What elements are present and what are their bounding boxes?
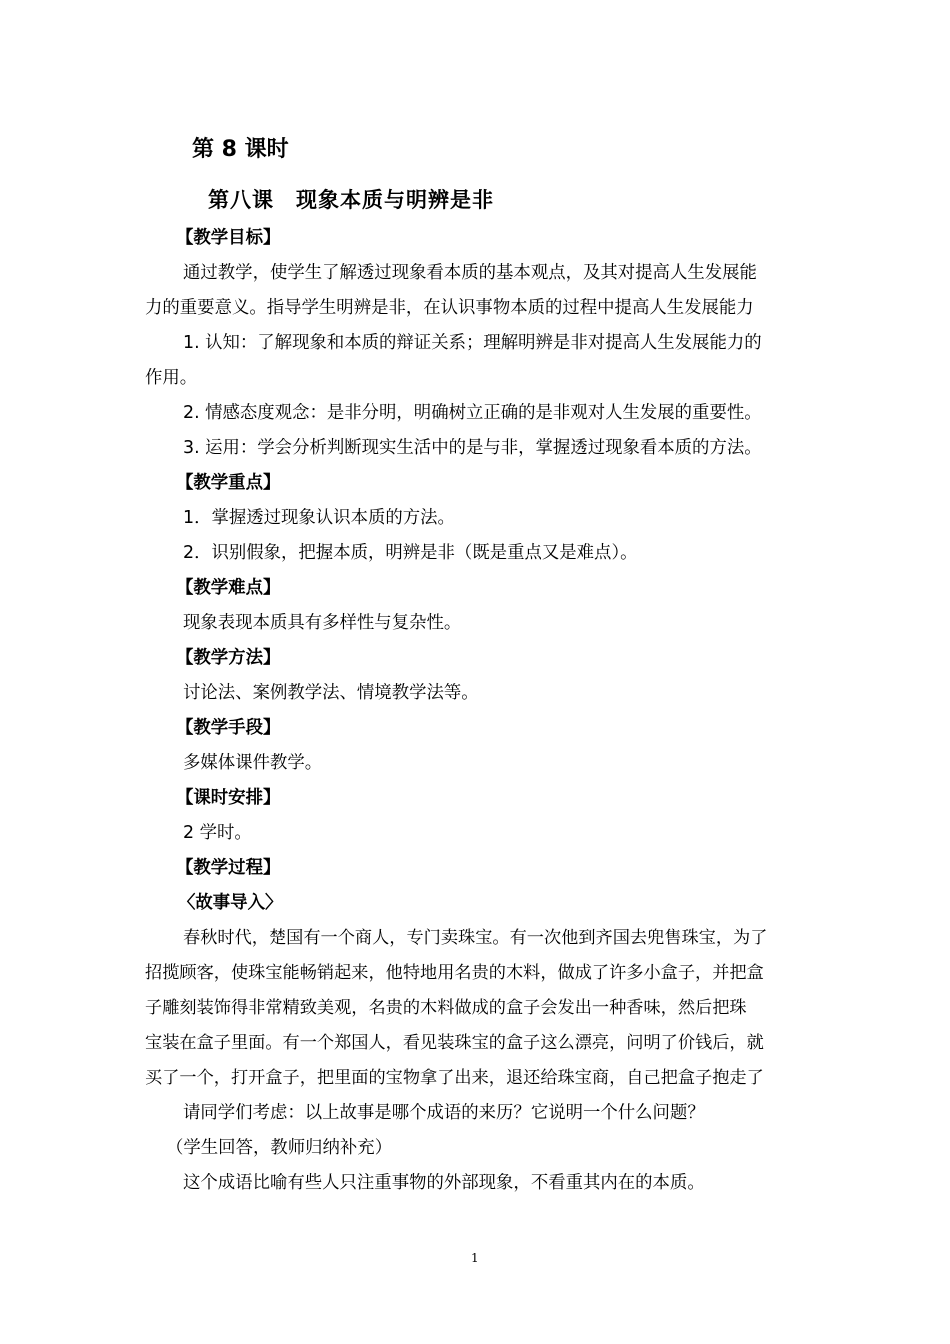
means-text: 多媒体课件教学。: [183, 753, 323, 773]
goals-paragraph-line-2: 力的重要意义。指导学生明辨是非，在认识事物本质的过程中提高人生发展能力: [145, 298, 754, 318]
question-text: 请同学们考虑：以上故事是哪个成语的来历？它说明一个什么问题？: [183, 1103, 705, 1123]
lesson-label: 第 8 课时: [192, 137, 289, 162]
goals-item-1-line-2: 作用。: [145, 368, 198, 388]
method-heading: 【教学方法】: [176, 648, 281, 668]
conclusion-text: 这个成语比喻有些人只注重事物的外部现象，不看重其内在的本质。: [183, 1173, 705, 1193]
key-heading: 【教学重点】: [176, 473, 281, 493]
story-line-2: 招揽顾客，使珠宝能畅销起来，他特地用名贵的木料，做成了许多小盒子，并把盒: [145, 963, 764, 983]
goals-item-3: 3. 运用：学会分析判断现实生活中的是与非，掌握透过现象看本质的方法。: [183, 438, 762, 458]
schedule-text: 2 学时。: [183, 823, 252, 843]
story-line-5: 买了一个，打开盒子，把里面的宝物拿了出来，退还给珠宝商，自己把盒子抱走了: [145, 1068, 764, 1088]
story-line-1: 春秋时代，楚国有一个商人，专门卖珠宝。有一次他到齐国去兜售珠宝，为了: [183, 928, 768, 948]
goals-item-1-line-1: 1. 认知：了解现象和本质的辩证关系；理解明辨是非对提高人生发展能力的: [183, 333, 762, 353]
schedule-heading: 【课时安排】: [176, 788, 281, 808]
lesson-title: 第八课 现象本质与明辨是非: [208, 187, 494, 212]
answer-note: （学生回答，教师归纳补充）: [166, 1138, 393, 1158]
story-line-4: 宝装在盒子里面。有一个郑国人，看见装珠宝的盒子这么漂亮，问明了价钱后，就: [145, 1033, 764, 1053]
difficulty-text: 现象表现本质具有多样性与复杂性。: [183, 613, 462, 633]
goals-heading: 【教学目标】: [176, 228, 281, 248]
process-heading: 【教学过程】: [176, 858, 281, 878]
method-text: 讨论法、案例教学法、情境教学法等。: [183, 683, 479, 703]
key-item-1: 1．掌握透过现象认识本质的方法。: [183, 508, 455, 528]
story-line-3: 子雕刻装饰得非常精致美观，名贵的木料做成的盒子会发出一种香味，然后把珠: [145, 998, 747, 1018]
means-heading: 【教学手段】: [176, 718, 281, 738]
key-item-2: 2．识别假象，把握本质，明辨是非（既是重点又是难点）。: [183, 543, 638, 563]
goals-item-2: 2. 情感态度观念：是非分明，明确树立正确的是非观对人生发展的重要性。: [183, 403, 762, 423]
page-number: 1: [471, 1251, 479, 1265]
intro-heading: 〈故事导入〉: [178, 893, 283, 913]
goals-paragraph-line-1: 通过教学，使学生了解透过现象看本质的基本观点，及其对提高人生发展能: [183, 263, 757, 283]
difficulty-heading: 【教学难点】: [176, 578, 281, 598]
